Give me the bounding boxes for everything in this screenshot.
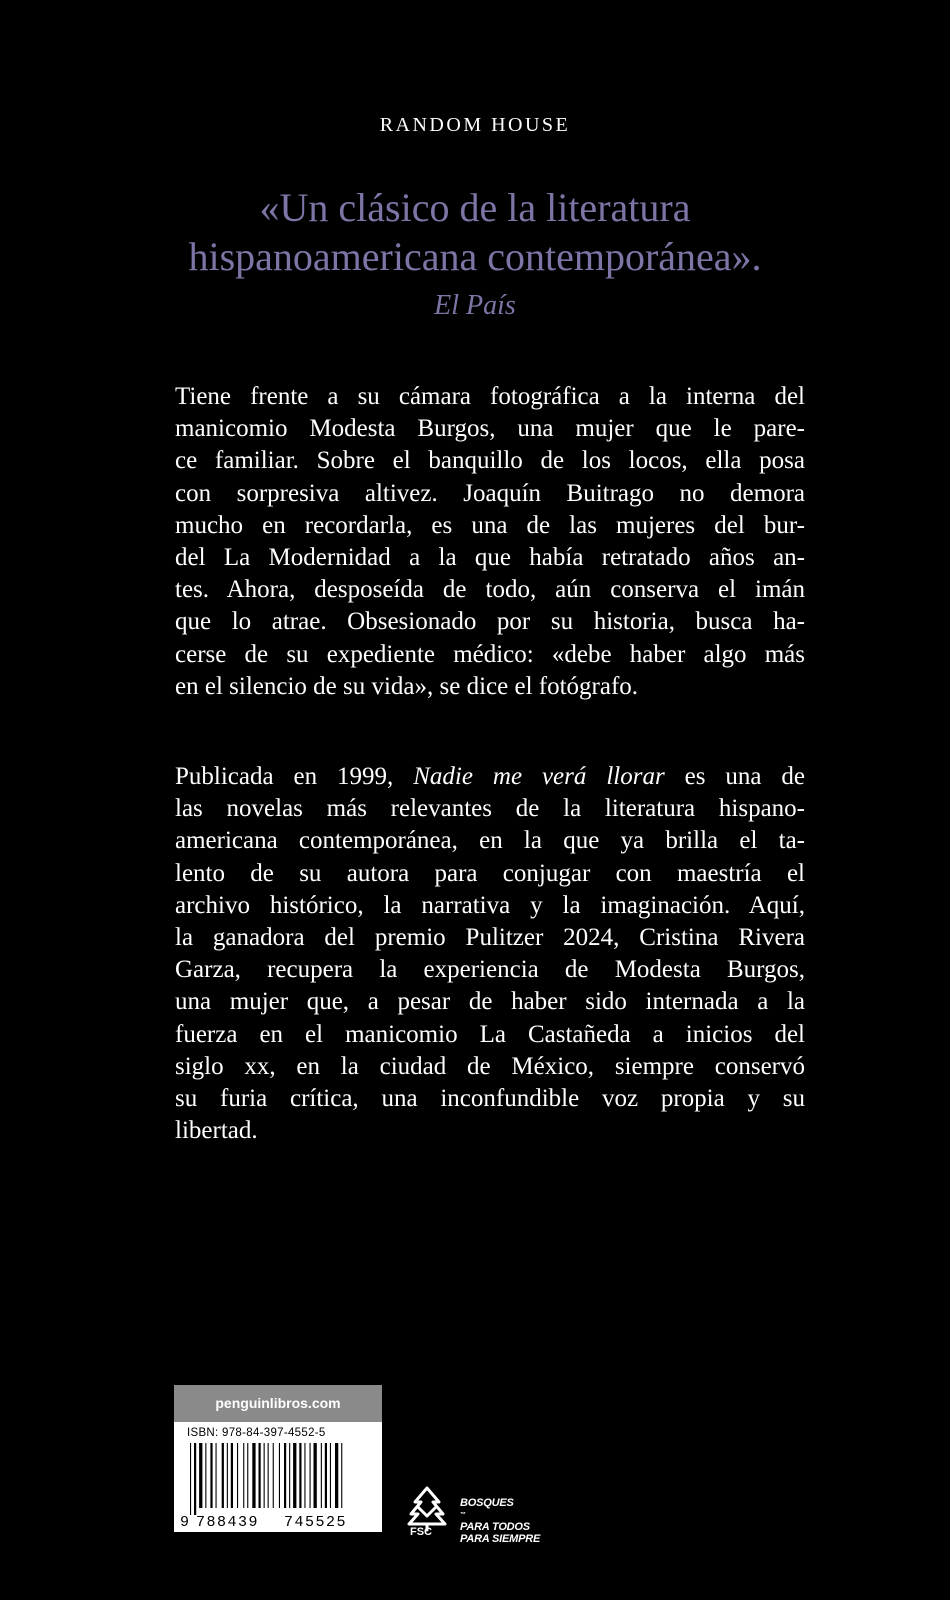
text-line: la ganadora del premio Pulitzer 2024, Cristina Rivera: [175, 924, 805, 952]
text-fragment: Publicada en 1999,: [175, 763, 394, 790]
review-quote-line-2: hispanoamericana contemporánea».: [188, 234, 762, 279]
barcode-bar: [268, 1443, 269, 1508]
text-line: con sorpresiva altivez. Joaquín Buitrago no demora: [175, 479, 805, 507]
barcode-bar: [194, 1443, 196, 1515]
text-line: americana contemporánea, en la que ya brilla el ta-: [175, 827, 805, 855]
text-line: libertad.: [175, 1117, 258, 1145]
barcode-bar: [325, 1443, 327, 1508]
barcode-bar: [199, 1443, 202, 1508]
synopsis-paragraph-1: [175, 381, 805, 703]
trademark-mark: ™: [460, 1512, 466, 1518]
text-line: que lo atrae. Obsesionado por su historia, busca ha-: [175, 608, 805, 636]
text-line-with-title: [175, 761, 805, 793]
barcode-icon: [174, 1441, 382, 1532]
publisher-website: penguinlibros.com: [174, 1385, 382, 1422]
text-line: tes. Ahora, desposeída de todo, aún conserva el imán: [175, 576, 805, 604]
barcode-bar: [231, 1443, 233, 1508]
barcode-bar: [259, 1443, 261, 1508]
text-line: archivo histórico, la narrativa y la imaginación. Aquí,: [175, 891, 805, 919]
barcode-bar: [314, 1443, 317, 1508]
text-line: las novelas más relevantes de la literatura hispano-: [175, 795, 805, 823]
barcode-bar: [237, 1443, 238, 1508]
text-line: fuerza en el manicomio La Castañeda a inicios del: [175, 1020, 805, 1048]
review-quote: [0, 183, 950, 281]
imprint-name: RANDOM HOUSE: [379, 114, 571, 136]
text-line: mucho en recordarla, es una de las mujeres del bur-: [175, 511, 805, 539]
barcode-digit-first: 9: [180, 1514, 190, 1531]
text-line: siglo xx, en la ciudad de México, siempre conservó: [175, 1052, 805, 1080]
text-fragment: es una de: [684, 763, 805, 790]
barcode-bar: [299, 1443, 301, 1508]
text-line: manicomio Modesta Burgos, una mujer que le pare-: [175, 415, 805, 443]
isbn-label: ISBN: 978-84-397-4552-5: [187, 1427, 326, 1439]
text-line: una mujer que, a pesar de haber sido internada a la: [175, 988, 805, 1016]
book-title: Nadie me verá llorar: [413, 763, 665, 790]
fsc-slogan-line-3: PARA SIEMPRE: [460, 1533, 541, 1545]
barcode-bar: [293, 1443, 296, 1508]
barcode-bar: [321, 1443, 322, 1508]
barcode-bar: [335, 1443, 338, 1508]
text-line: cerse de su expediente médico: «debe haber algo más: [175, 640, 805, 668]
barcode-bar: [210, 1443, 212, 1508]
barcode-bar: [190, 1443, 191, 1515]
barcode-bar: [284, 1443, 286, 1508]
barcode-digits-left: 788439: [196, 1514, 260, 1531]
barcode-bar: [264, 1443, 265, 1508]
barcode-bar: [330, 1443, 331, 1508]
barcode-bar: [247, 1443, 248, 1508]
review-quote-line-1: «Un clásico de la literatura: [259, 185, 691, 230]
text-line: del La Modernidad a la que había retratado años an-: [175, 544, 805, 572]
review-quote-source: El País: [434, 290, 516, 321]
barcode-bar: [304, 1443, 305, 1508]
synopsis-paragraph-2: [175, 761, 805, 1147]
text-line: su furia crítica, una inconfundible voz propia y su: [175, 1085, 805, 1113]
barcode-bar: [216, 1443, 217, 1508]
text-line: en el silencio de su vida», se dice el fotógrafo.: [175, 672, 639, 700]
barcode-bar: [222, 1443, 224, 1508]
text-line: Garza, recupera la experiencia de Modesta Burgos,: [175, 956, 805, 984]
barcode-bar: [205, 1443, 206, 1508]
barcode-digits-right: 745525: [284, 1514, 348, 1531]
text-line: ce familiar. Sobre el banquillo de los locos, ella posa: [175, 447, 805, 475]
fsc-label: FSC: [410, 1526, 432, 1538]
fsc-slogan: [460, 1497, 540, 1545]
barcode-bar: [279, 1443, 280, 1508]
barcode-bar: [227, 1443, 228, 1508]
fsc-slogan-word: BOSQUES: [460, 1497, 514, 1509]
text-line: Tiene frente a su cámara fotográfica a la interna del: [175, 383, 805, 410]
barcode-bar: [289, 1443, 290, 1508]
barcode-bar: [243, 1443, 244, 1508]
barcode-bar: [252, 1443, 255, 1508]
barcode-panel: [174, 1385, 382, 1532]
barcode-bar: [273, 1443, 274, 1508]
barcode-bar: [341, 1443, 342, 1508]
text-line: lento de su autora para conjugar con maestría el: [175, 859, 805, 887]
fsc-slogan-line-2: PARA TODOS: [460, 1521, 530, 1533]
fsc-slogan-line-1: [460, 1497, 540, 1521]
barcode-bar: [310, 1443, 311, 1508]
